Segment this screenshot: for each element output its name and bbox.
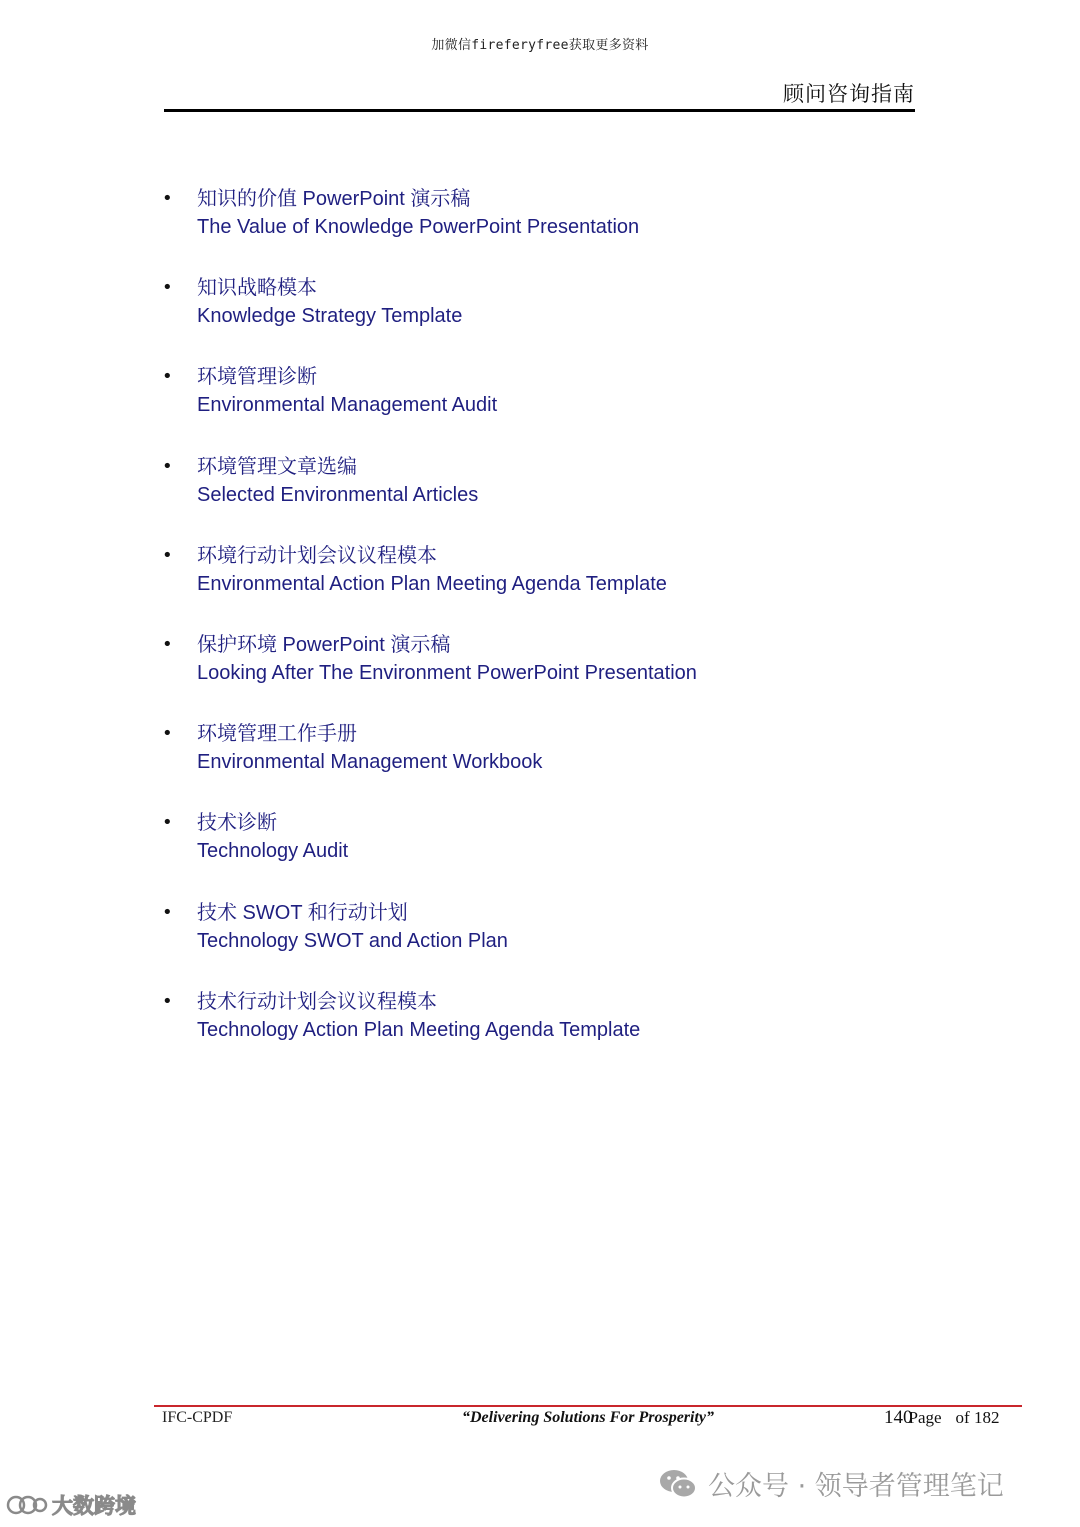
corner-watermark-text: 大数跨境 xyxy=(52,1494,136,1518)
bullet-icon: • xyxy=(162,812,173,834)
chain-logo-icon xyxy=(6,1492,48,1518)
item-english-title: Environmental Management Workbook xyxy=(197,751,543,774)
item-chinese-title: 环境管理诊断 xyxy=(197,366,317,389)
item-english-title: Knowledge Strategy Template xyxy=(197,305,463,328)
list-item xyxy=(160,543,920,632)
header-divider xyxy=(164,109,915,112)
list-item xyxy=(160,810,920,899)
item-english-title: Technology Action Plan Meeting Agenda Template xyxy=(197,1018,641,1041)
page-total: of 182 xyxy=(955,1408,1000,1427)
list-item xyxy=(160,364,920,453)
resource-list xyxy=(160,186,920,1078)
footer-org-code: IFC-CPDF xyxy=(162,1409,233,1426)
page-header-title: 顾问咨询指南 xyxy=(783,82,915,106)
item-english-title: Environmental Management Audit xyxy=(197,394,498,417)
bullet-icon: • xyxy=(162,990,173,1012)
item-english-title: Technology Audit xyxy=(197,840,349,863)
page-number: 140 xyxy=(884,1407,913,1428)
list-item xyxy=(160,989,920,1078)
bullet-icon: • xyxy=(162,277,173,299)
footer-slogan: “Delivering Solutions For Prosperity” xyxy=(462,1409,715,1426)
item-english-title: Environmental Action Plan Meeting Agenda Template xyxy=(197,572,667,595)
item-chinese-title: 技术诊断 xyxy=(197,812,277,835)
item-chinese-title: 环境管理文章选编 xyxy=(197,455,357,478)
bullet-icon: • xyxy=(162,188,173,209)
list-item xyxy=(160,721,920,810)
list-item xyxy=(160,900,920,989)
item-english-title: Technology SWOT and Action Plan xyxy=(197,929,508,952)
list-item xyxy=(160,454,920,543)
footer-page-info xyxy=(884,1407,999,1429)
list-item xyxy=(160,632,920,721)
item-english-title: Selected Environmental Articles xyxy=(197,483,479,506)
bullet-icon: • xyxy=(162,723,173,745)
item-chinese-title: 技术 SWOT 和行动计划 xyxy=(197,901,408,924)
page-label: Page xyxy=(908,1408,942,1427)
item-chinese-title: 技术行动计划会议议程模本 xyxy=(197,990,437,1013)
bullet-icon: • xyxy=(162,633,173,655)
item-english-title: The Value of Knowledge PowerPoint Presentation xyxy=(197,216,640,238)
item-chinese-title: 环境行动计划会议议程模本 xyxy=(197,544,437,567)
corner-watermark xyxy=(6,1490,136,1520)
wechat-account-text: 公众号 · 领导者管理笔记 xyxy=(708,1471,1004,1502)
wechat-watermark xyxy=(658,1464,1004,1503)
list-item xyxy=(160,186,920,275)
bullet-icon: • xyxy=(162,366,173,388)
item-chinese-title: 环境管理工作手册 xyxy=(197,723,357,746)
item-chinese-title: 保护环境 PowerPoint 演示稿 xyxy=(197,633,451,656)
item-english-title: Looking After The Environment PowerPoint Presentation xyxy=(197,661,697,684)
top-watermark-text: 加微信fireferyfree获取更多资料 xyxy=(431,38,649,53)
bullet-icon: • xyxy=(162,544,173,566)
item-chinese-title: 知识战略模本 xyxy=(197,277,317,300)
wechat-icon xyxy=(658,1468,698,1500)
bullet-icon: • xyxy=(162,901,173,923)
bullet-icon: • xyxy=(162,455,173,477)
item-chinese-title: 知识的价值 PowerPoint 演示稿 xyxy=(197,188,471,210)
list-item xyxy=(160,275,920,364)
